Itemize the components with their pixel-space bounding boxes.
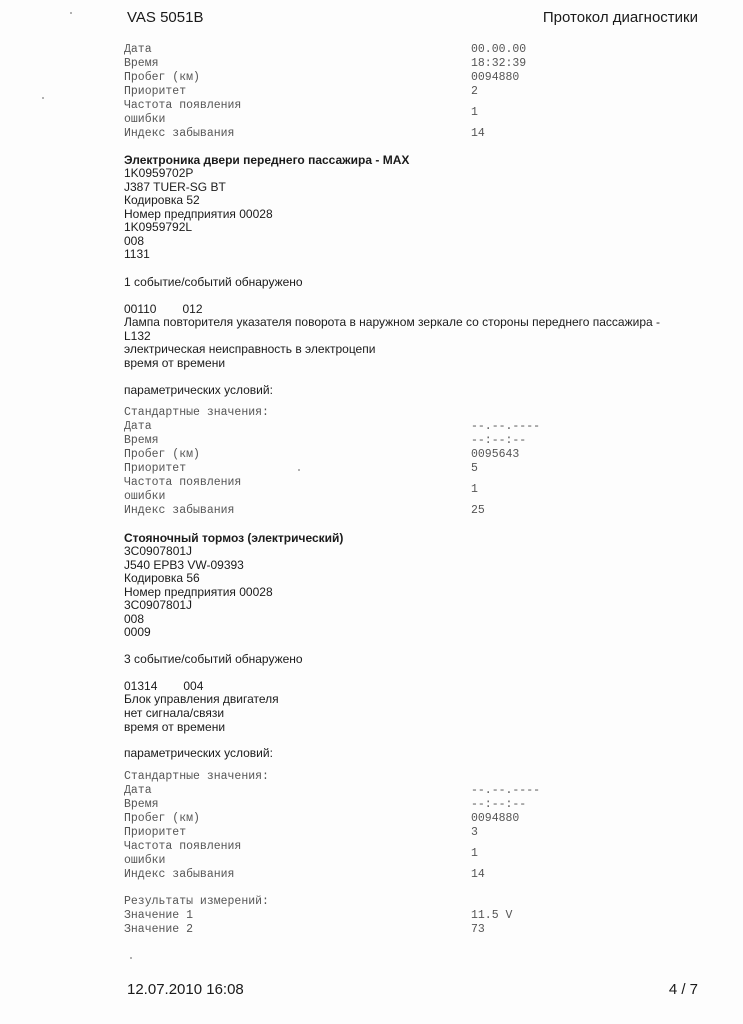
measurement-value: 11.5 V (471, 909, 513, 922)
param-value: 0095643 (471, 448, 520, 461)
param-label: Индекс забывания (124, 868, 235, 881)
device-name: VAS 5051B (127, 9, 204, 26)
workshop-number: Номер предприятия 00028 (124, 207, 273, 221)
param-value: 1 (471, 106, 478, 119)
print-timestamp: 12.07.2010 16:08 (127, 981, 244, 998)
component-id: J540 EPB3 VW-09393 (124, 558, 244, 572)
page-number: 4 / 7 (668, 981, 698, 998)
param-row-frequency (124, 476, 584, 504)
scan-speck (130, 957, 132, 959)
param-label: Частота появления (124, 99, 242, 112)
param-value: 25 (471, 504, 485, 517)
events-found: 3 событие/событий обнаружено (124, 652, 303, 666)
fault-code-line (124, 679, 203, 693)
param-label: Приоритет (124, 826, 187, 839)
fault-code-line (124, 302, 203, 316)
fault-frequency: время от времени (124, 356, 226, 370)
fault-description: L132 (124, 329, 151, 343)
param-value: 1 (471, 483, 478, 496)
coding: Кодировка 52 (124, 193, 200, 207)
param-label: Дата (124, 784, 152, 797)
param-label: Приоритет (124, 85, 187, 98)
fault-frequency: время от времени (124, 720, 226, 734)
measurement-label: Значение 2 (124, 923, 194, 936)
param-label: ошибки (124, 113, 166, 126)
param-value: 3 (471, 826, 478, 839)
fault-subcode: 012 (182, 302, 203, 316)
fault-subcode: 004 (183, 679, 204, 693)
param-row-date (124, 784, 584, 798)
param-label: Частота появления (124, 840, 242, 853)
param-row-time (124, 57, 584, 71)
param-value: 5 (471, 462, 478, 475)
workshop-number: Номер предприятия 00028 (124, 585, 273, 599)
coding: Кодировка 56 (124, 571, 200, 585)
param-value: --:--:-- (471, 434, 527, 447)
param-row-mileage (124, 448, 584, 462)
param-label: Пробег (км) (124, 812, 200, 825)
param-label: Приоритет (124, 462, 187, 475)
param-label: ошибки (124, 490, 166, 503)
param-row-time (124, 798, 584, 812)
param-value: 0094880 (471, 71, 520, 84)
param-label: Дата (124, 420, 152, 433)
measurements-title: Результаты измерений: (124, 895, 269, 908)
fault-code: 01314 (124, 679, 158, 693)
param-value: 2 (471, 85, 478, 98)
param-row-date (124, 420, 584, 434)
part-number: 3C0907801J (124, 544, 193, 558)
scan-speck (42, 97, 44, 99)
scan-speck (298, 469, 300, 471)
param-label: Время (124, 434, 159, 447)
scan-speck (70, 12, 72, 14)
param-value: 0094880 (471, 812, 520, 825)
version-line: 0009 (124, 625, 151, 639)
version-line: 1131 (124, 247, 150, 261)
param-value: --.--.---- (471, 784, 541, 797)
hardware-number: 3C0907801J (124, 598, 193, 612)
fault-description: Лампа повторителя указателя поворота в наружном зеркале со стороны переднего пассажира - (124, 315, 660, 329)
param-value: 14 (471, 127, 485, 140)
fault-type: электрическая неисправность в электроцепи (124, 342, 376, 356)
param-row-frequency (124, 99, 584, 127)
fault-description: Блок управления двигателя (124, 692, 279, 706)
measurement-row (124, 909, 584, 923)
param-row-forget-index (124, 504, 584, 518)
param-value: 1 (471, 847, 478, 860)
param-label: Время (124, 798, 159, 811)
module-title: Электроника двери переднего пассажира - MAX (124, 153, 410, 167)
measurement-label: Значение 1 (124, 909, 194, 922)
module-title: Стояночный тормоз (электрический) (124, 531, 344, 545)
param-row-forget-index (124, 868, 584, 882)
fault-type: нет сигнала/связи (124, 706, 225, 720)
param-row-mileage (124, 71, 584, 85)
param-row-mileage (124, 812, 584, 826)
param-label: Индекс забывания (124, 127, 235, 140)
params-heading: параметрических условий: (124, 746, 273, 760)
param-label: Индекс забывания (124, 504, 235, 517)
param-row-date (124, 43, 584, 57)
std-values-title: Стандартные значения: (124, 770, 269, 783)
part-number: 1K0959702P (124, 166, 194, 180)
param-label: Пробег (км) (124, 71, 200, 84)
measurement-value: 73 (471, 923, 485, 936)
param-row-frequency (124, 840, 584, 868)
hardware-number: 1K0959792L (124, 220, 193, 234)
component-id: J387 TUER-SG BT (124, 180, 226, 194)
param-row-priority (124, 826, 584, 840)
events-found: 1 событие/событий обнаружено (124, 275, 303, 289)
param-row-priority (124, 462, 584, 476)
param-value: 14 (471, 868, 485, 881)
param-row-priority (124, 85, 584, 99)
param-row-forget-index (124, 127, 584, 141)
document-title: Протокол диагностики (542, 9, 698, 26)
param-label: Время (124, 57, 159, 70)
param-row-time (124, 434, 584, 448)
param-value: --:--:-- (471, 798, 527, 811)
param-label: Пробег (км) (124, 448, 200, 461)
param-label: Частота появления (124, 476, 242, 489)
params-heading: параметрических условий: (124, 383, 273, 397)
fault-code: 00110 (124, 302, 157, 316)
param-value: --.--.---- (471, 420, 541, 433)
version-line: 008 (124, 234, 145, 248)
param-label: Дата (124, 43, 152, 56)
std-values-title: Стандартные значения: (124, 406, 269, 419)
param-label: ошибки (124, 854, 166, 867)
measurement-row (124, 923, 584, 937)
param-value: 00.00.00 (471, 43, 527, 56)
version-line: 008 (124, 612, 145, 626)
param-value: 18:32:39 (471, 57, 527, 70)
